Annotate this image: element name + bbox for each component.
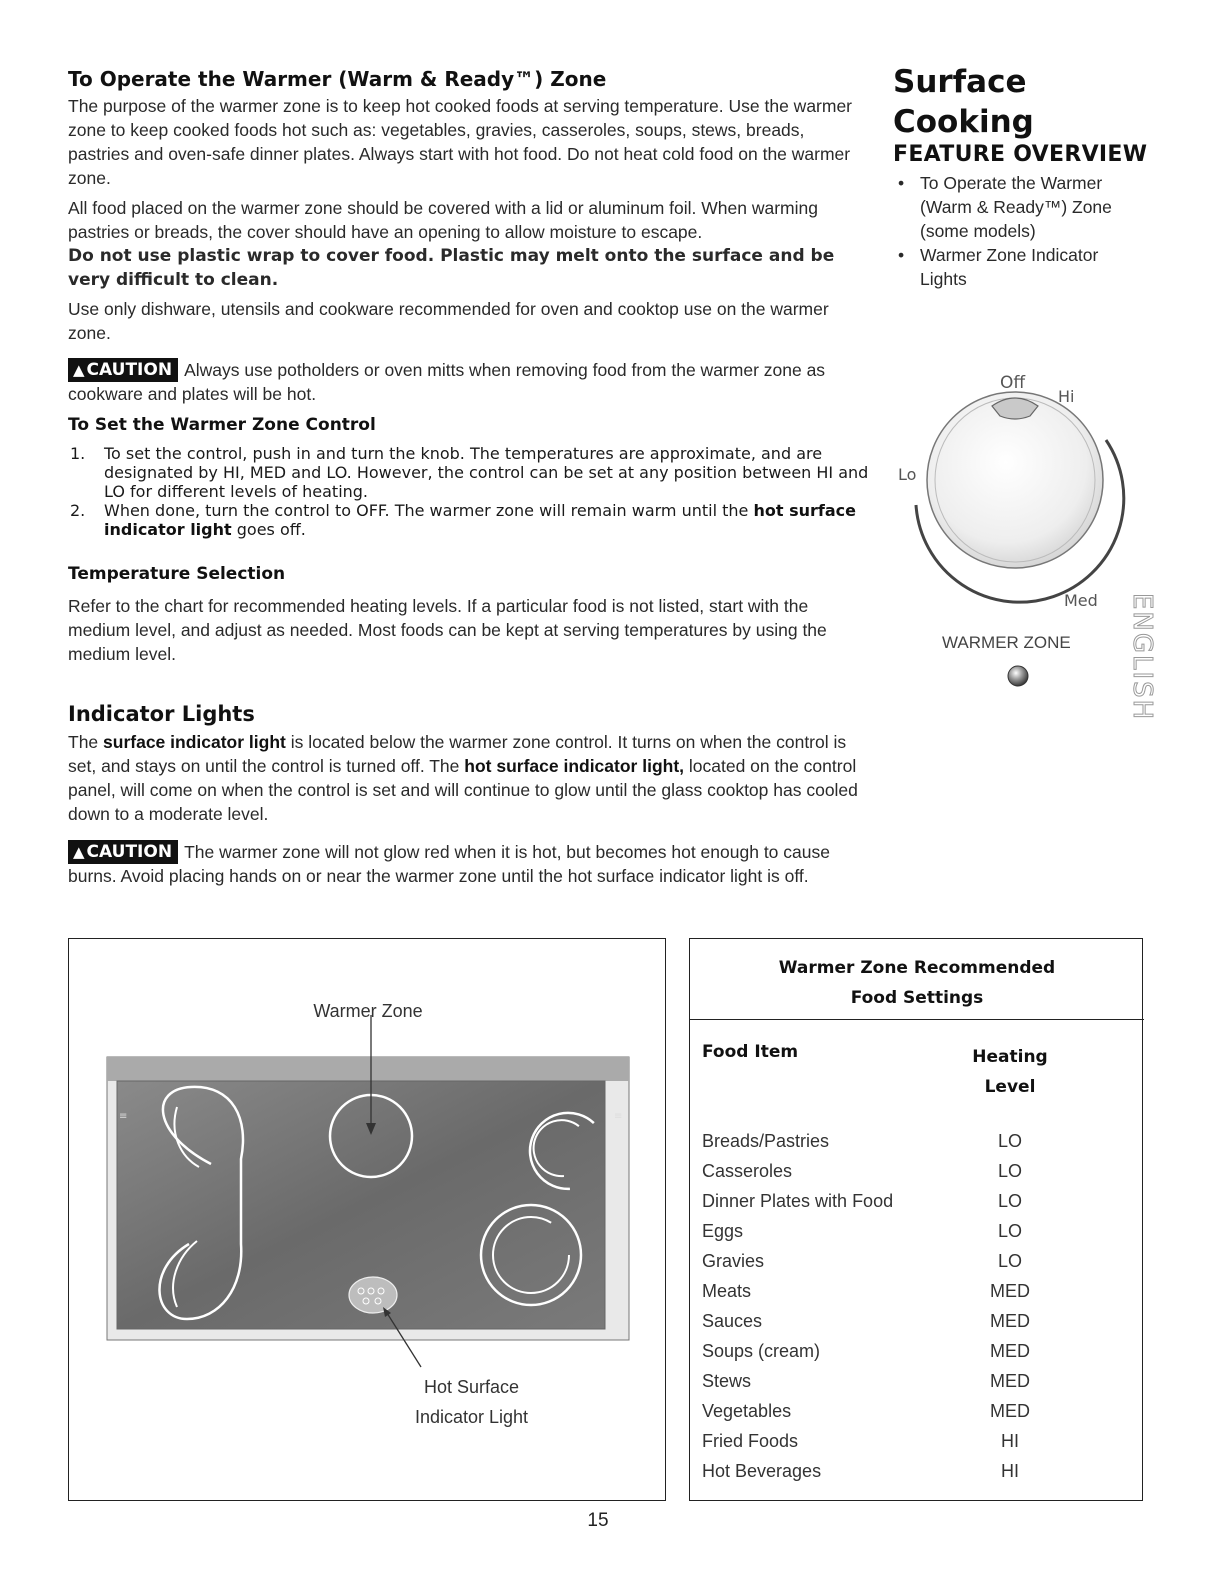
feature-item: • Warmer Zone Indicator Lights [898,245,1099,289]
table-row-heating-level: MED [990,1281,1030,1301]
table-row-heating-level: HI [1001,1461,1019,1481]
caution-label: CAUTION [86,360,173,380]
set-control-title: To Set the Warmer Zone Control [68,415,376,435]
table-row-heating-level: LO [997,1251,1022,1271]
bullet-icon: • [898,173,905,193]
warning-triangle-icon: ▲ [73,843,85,861]
table-row-heating-level: LO [997,1221,1022,1241]
table-row-heating-level: MED [990,1371,1030,1391]
warmer-zone-callout: Warmer Zone [313,1001,423,1021]
table-row-food-item: Hot Beverages [702,1461,822,1481]
table-row-food-item: Eggs [702,1221,744,1241]
feature-list [892,171,1132,291]
svg-text:≡: ≡ [119,1111,128,1122]
indicator-lights-paragraph: The surface indicator light is located below the warmer zone control. It turns on when the control is set, and stays on until the control is turned off. The hot surface indicator light, located on the control panel, will come on when the control is set and will continue to glow until the glass cooktop has cooled down to a moderate level. [68,732,858,824]
dishware-paragraph: Use only dishware, utensils and cookware recommended for oven and cooktop use on the warmer zone. [68,299,829,343]
table-row-food-item: Gravies [702,1251,765,1271]
table-row-heating-level: MED [990,1401,1030,1421]
caution-badge [68,840,178,864]
caution-badge [68,358,178,382]
table-row-food-item: Meats [702,1281,752,1301]
language-tab-text: ENGLISH [1127,593,1157,722]
feature-overview-title: FEATURE OVERVIEW [893,142,1148,167]
svg-text:≡: ≡ [614,1111,623,1122]
table-row-food-item: Soups (cream) [702,1341,821,1361]
step-1: 1. To set the control, push in and turn the knob. The temperatures are approximate, and are designated by HI, MED and LO. However, the control can be set at any position between HI and LO for different levels of heating. [70,444,869,501]
knob-label-off: Off [1000,373,1026,393]
caution-label: CAUTION [86,842,173,862]
cooktop-diagram-box [68,938,666,1501]
hot-surface-callout: Hot Surface Indicator Light [414,1377,529,1427]
language-tab [1126,593,1157,722]
caution-glow [68,840,878,888]
table-row-heating-level: MED [990,1341,1030,1361]
set-control-steps [68,444,873,539]
knob-label-med: Med [1064,591,1098,610]
cooktop-illustration [69,939,667,1502]
section-title-warmer-zone: To Operate the Warmer (Warm & Ready™) Zone [68,67,607,91]
table-divider [690,1019,1144,1020]
table-row-heating-level: HI [1001,1431,1019,1451]
table-row-food-item: Casseroles [702,1161,793,1181]
hot-surface-indicator-light [349,1277,397,1313]
plastic-wrap-warning: Do not use plastic wrap to cover food. Plastic may melt onto the surface and be very difficult to clean. [68,246,835,290]
column-header-food-item: Food Item [702,1042,799,1062]
warning-triangle-icon: ▲ [73,361,85,379]
table-row-food-item: Vegetables [702,1401,792,1421]
table-row-heating-level: LO [997,1161,1022,1181]
table-row-food-item: Sauces [702,1311,763,1331]
bullet-icon: • [898,245,905,265]
caution-text: Always use potholders or oven mitts when removing food from the warmer zone as cookware and plates will be hot. [68,360,826,404]
table-title: Warmer Zone Recommended Food Settings [778,958,1056,1008]
table-row-heating-level: MED [990,1311,1030,1331]
table-row-heating-level: LO [997,1131,1022,1151]
warmer-zone-label: WARMER ZONE [942,633,1071,652]
caution-potholders [68,358,868,406]
sidebar-title-line1: Surface [893,64,1027,100]
table-row-food-item: Stews [702,1371,752,1391]
step-1-text: To set the control, push in and turn the knob. The temperatures are approximate, and are designated by HI, MED and LO. However, the control can be set at any position between HI and LO for different levels of heating. [104,444,869,501]
table-row-food-item: Dinner Plates with Food [702,1191,894,1211]
warmer-cover-paragraph: All food placed on the warmer zone should be covered with a lid or aluminum foil. When warming pastries or breads, the cover should have an opening to allow moisture to escape. [68,198,818,242]
temperature-selection-text: Refer to the chart for recommended heating levels. If a particular food is not listed, start with the medium level, and adjust as needed. Most foods can be kept at serving temperatures by using the medium level. [68,596,827,664]
step-2: 2. When done, turn the control to OFF. The warmer zone will remain warm until the hot surface indicator light goes off. [70,501,856,539]
warmer-purpose-paragraph: The purpose of the warmer zone is to keep hot cooked foods at serving temperature. Use the warmer zone to keep cooked foods hot such as: vegetables, gravies, casseroles, soups, stews, breads, pastries and oven-safe dinner plates. Always start with hot food. Do not heat cold food on the warmer zone. [68,96,853,188]
section-title-indicator-lights: Indicator Lights [68,702,255,726]
column-header-heating-level: Heating Level [972,1047,1048,1097]
table-row-food-item: Breads/Pastries [702,1131,830,1151]
knob-label-lo: Lo [898,465,917,484]
warmer-zone-knob-diagram [880,360,1150,700]
caution-text: The warmer zone will not glow red when it is hot, but becomes hot enough to cause burns. Avoid placing hands on or near the warmer zone until the hot surface indicator light is off. [68,842,830,886]
temperature-selection-title: Temperature Selection [68,564,286,584]
food-settings-table [689,938,1143,1501]
table-row-food-item: Fried Foods [702,1431,799,1451]
table-row-heating-level: LO [997,1191,1022,1211]
indicator-light-icon [1008,666,1028,686]
sidebar-title-line2: Cooking [893,104,1034,140]
page-number: 15 [587,1510,609,1531]
feature-item: • To Operate the Warmer (Warm & Ready™) Zone (some models) [898,173,1112,241]
knob-label-hi: Hi [1058,387,1075,406]
